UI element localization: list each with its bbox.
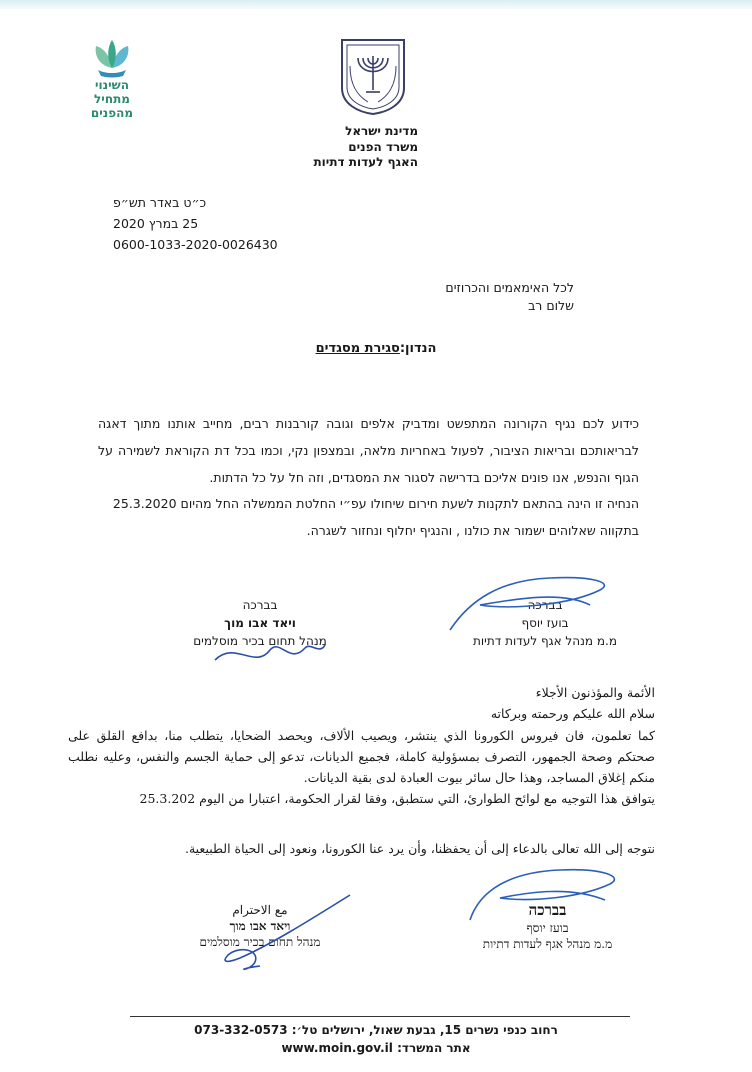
arabic-signature-left — [180, 902, 340, 950]
menorah-emblem-icon — [338, 36, 408, 116]
leaf-logo-icon — [90, 38, 134, 78]
hebrew-body — [98, 411, 639, 545]
hebrew-paragraph-1: כידוע לכם נגיף הקורונה המתפשט ומדביק אלפים וגובה קורבנות רבים, מחייב אותנו מתוך דאגה לבריאותכם ובריאות הציבור, לפעול באחריות מלאה, ובמצפון נקי, וכמו בכל דת הקוראת לשמירה על הגוף והנפש, אנו פונים אליכם בדרישה לסגור את המסגדים, וזה חל על כל הדתות. — [98, 416, 639, 485]
subject-topic: סגירת מסגדים — [315, 341, 400, 356]
arabic-body — [68, 682, 655, 859]
signature-name: בועז יוסף — [521, 616, 569, 630]
hebrew-signature-right — [470, 596, 620, 650]
footer-website — [0, 1039, 752, 1057]
subject-line — [0, 341, 752, 356]
signature-title: מנהל תחום בכיר מוסלמים — [199, 935, 321, 949]
signature-closing: בברכה — [242, 598, 278, 612]
ministry-line-3: האגף לעדות דתיות — [313, 155, 418, 169]
hebrew-paragraph-3: בתקווה שאלוהים ישמור את כולנו , והנגיף יחלוף ונחזור לשגרה. — [306, 523, 639, 539]
gregorian-date: 25 במרץ 2020 — [113, 216, 199, 231]
logo-line-2: מתחיל — [94, 92, 130, 106]
logo-line-3: מהפנים — [90, 106, 134, 120]
hebrew-date: כ״ט באדר תש״פ — [113, 195, 207, 210]
signature-title: מ.מ מנהל אגף לעדות דתיות — [473, 634, 617, 648]
ministry-header — [313, 124, 418, 171]
footer-divider — [130, 1016, 630, 1017]
signature-closing: مع الاحترام — [232, 903, 288, 917]
arabic-paragraph-1: كما تعلمون، فان فيروس الكورونا الذي ينتشر، ويصيب الألاف، ويحصد الضحايا، يتطلب منا، بدافع القلق على صحتكم وصحة الجمهور، التصرف بمسؤولية كاملة، فجميع الديانات، تدعو إلى حماية الجسم والنفس، وعليه نطلب منكم إغلاق المساجد، وهذا حال سائر بيوت العبادة لدى بقية الديانات. — [68, 727, 655, 786]
footer-address: רחוב כנפי נשרים 15, גבעת שאול, ירושלים טל׳: 073-332-0573 — [194, 1023, 558, 1037]
signature-title: מ.מ מנהל אגף לעדות דתיות — [482, 937, 613, 951]
greeting-line: שלום רב — [528, 298, 574, 313]
subject-label: הנדון: — [399, 341, 437, 356]
ministry-logo — [82, 38, 142, 120]
state-emblem — [338, 36, 408, 116]
signature-title: מנהל תחום בכיר מוסלמים — [193, 634, 327, 648]
arabic-paragraph-2: يتوافق هذا التوجيه مع لوائح الطوارئ، التي ستطبق، وفقا لقرار الحكومة، اعتبارا من اليوم 25.3.202 — [139, 791, 655, 807]
arabic-closing-prayer: نتوجه إلى الله تعالى بالدعاء إلى أن يحفظنا، وأن يرد عنا الكورونا، ونعود إلى الحياة الطبيعية. — [184, 840, 655, 856]
reference-number: 0600-1033-2020-0026430 — [113, 237, 278, 252]
arabic-greeting: سلام الله عليكم ورحمته وبركاته — [490, 706, 655, 722]
recipients — [445, 279, 574, 315]
signature-name: בועז יוסף — [526, 921, 569, 935]
hebrew-signature-left — [175, 596, 345, 650]
letter-dates — [113, 192, 278, 255]
signature-closing: בברכה — [527, 598, 563, 612]
recipient-line: לכל האימאמים והכרוזים — [445, 280, 574, 295]
logo-line-1: השינוי — [95, 78, 129, 92]
signature-name: ויאד אבו מוך — [224, 616, 296, 630]
signature-name: ויאד אבו מוך — [229, 919, 291, 933]
ministry-line-2: משרד הפנים — [348, 139, 418, 154]
signature-closing: בברכה — [528, 901, 567, 919]
footer-site-label: אתר המשרד: — [397, 1041, 471, 1055]
hebrew-paragraph-2: הנחיה זו הינה בהתאם לתקנות לשעת חירום שיחולו עפ״י החלטת הממשלה החל מהיום 25.3.2020 — [112, 496, 639, 512]
arabic-signature-right — [475, 900, 620, 952]
footer-site-url[interactable]: www.moin.gov.il — [281, 1041, 393, 1055]
arabic-salutation: الأئمة والمؤذنون الأجلاء — [535, 685, 655, 700]
ministry-line-1: מדינת ישראל — [345, 124, 418, 138]
footer — [0, 1021, 752, 1057]
top-strip — [0, 0, 752, 9]
